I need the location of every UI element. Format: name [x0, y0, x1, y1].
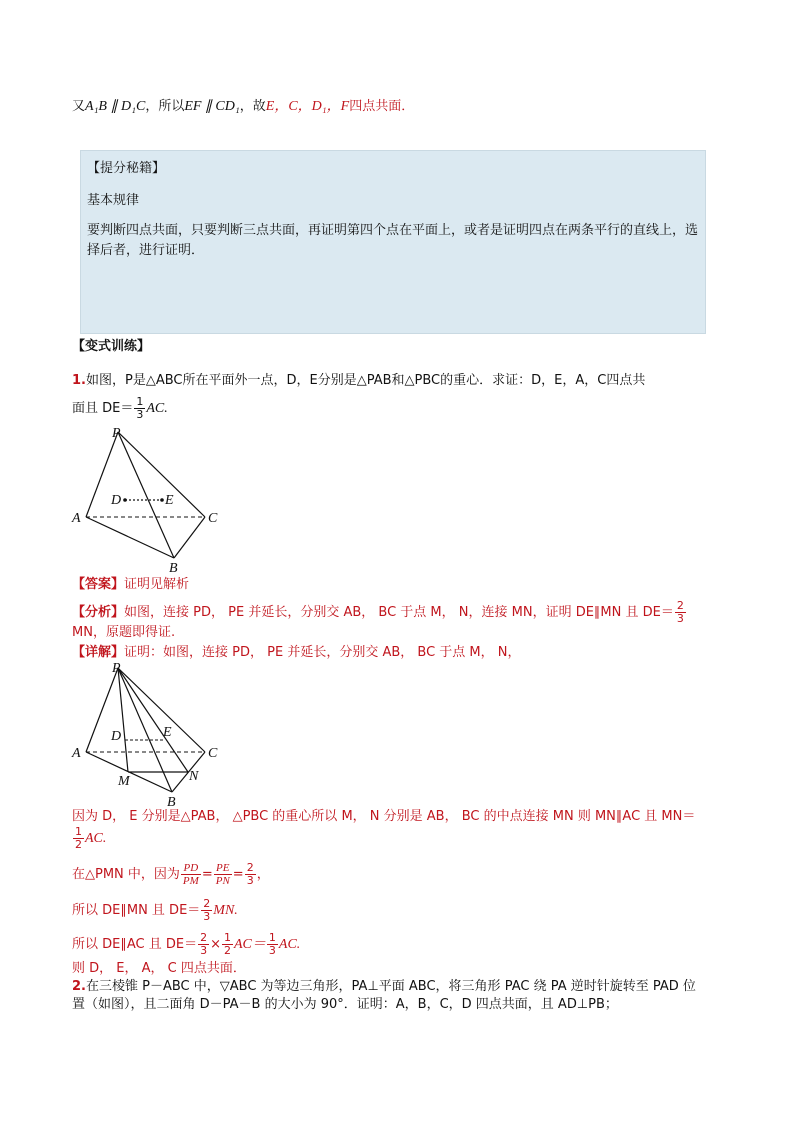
q2-text: 在三棱锥 P－ABC 中，▽ABC 为等边三角形，PA⊥平面 ABC，将三角形 PAC 绕 PA 逆时针旋转至 PAD 位 [85, 979, 696, 994]
answer-line [72, 576, 189, 594]
fig2-label-b: B [167, 795, 176, 808]
proof-l5-mid: AC＝ [234, 937, 266, 952]
q2-line1 [72, 978, 696, 996]
analysis-line2: MN，原题即得证. [72, 625, 176, 640]
fig2-label-p: P [112, 661, 121, 676]
fig2-label-d: D [111, 729, 122, 744]
proof-l3-pre: 在△PMN 中，因为 [72, 867, 180, 882]
fig2-label-m: M [118, 774, 130, 789]
proof-l5-frac2: $\frac{1}{2}$ [224, 931, 231, 957]
fig2-label-a: A [72, 746, 81, 761]
fig1-label-p: P [112, 426, 121, 441]
proof-line5 [72, 932, 300, 957]
tip-body: 要判断四点共面，只要判断三点共面，再证明第四个点在平面上，或者是证明四点在两条平行的直线上，选择后者，进行证明． [87, 223, 699, 258]
answer-text: 证明见解析 [124, 577, 190, 592]
proof-l2-fraction: $\frac{1}{2}$ [75, 825, 82, 851]
fig2-label-n: N [189, 769, 199, 784]
analysis-fraction: $\frac{2}{3}$ [676, 599, 684, 625]
proof-l3-post: ， [256, 867, 270, 882]
fig1-label-d: D [111, 493, 122, 508]
intro-sep2: ，故 [239, 99, 266, 114]
q2-number: 2. [72, 979, 86, 994]
q1-line2 [72, 396, 168, 421]
tetrahedron-figure-1 [68, 424, 238, 574]
fig2-label-e: E [163, 725, 172, 740]
fig1-label-a: A [72, 511, 81, 526]
proof-l3-frac3: $\frac{2}{3}$ [246, 861, 254, 887]
intro-sep1: ，所以 [145, 99, 185, 114]
proof-l4-pre: 所以 DE∥MN 且 DE＝ [72, 903, 201, 918]
proof-line3 [72, 862, 270, 887]
q1-line2-post: AC. [146, 401, 168, 416]
practice-header: 【变式训练】 [72, 339, 151, 354]
q1-line1 [72, 372, 645, 390]
q1-line2-pre: 面且 DE＝ [72, 401, 134, 416]
detail-tag: 【详解】 [72, 645, 125, 660]
intro-ef: EF ∥ CD₁ [184, 99, 240, 114]
proof-l3-frac1: $\frac{PD}{PM}$ [182, 862, 199, 887]
intro-post: 四点共面． [349, 99, 415, 114]
q1-number: 1. [72, 373, 86, 388]
tip-subtitle: 基本规律 [87, 193, 140, 208]
fig1-label-b: B [169, 561, 178, 574]
q2-line2: 置（如图），且二面角 D－PA－B 的大小为 90°．证明：A，B，C，D 四点共面，且 AD⊥PB； [72, 997, 618, 1012]
q1-text: 如图，P是△ABC所在平面外一点，D，E分别是△PAB和△PBC的重心．求证：D，E，A，C四点共 [85, 373, 646, 388]
proof-l4-fraction: $\frac{2}{3}$ [203, 897, 211, 923]
proof-l5-frac1: $\frac{2}{3}$ [200, 931, 208, 957]
analysis-line [72, 600, 687, 625]
proof-line4 [72, 898, 238, 923]
proof-l2-post: AC. [85, 831, 107, 846]
proof-line2 [72, 826, 106, 851]
intro-ab: A₁B ∥ D₁C [85, 99, 146, 114]
fig1-label-e: E [165, 493, 174, 508]
proof-l4-post: MN. [213, 903, 238, 918]
tip-title: 【提分秘籍】 [87, 161, 166, 176]
proof-l3-frac2: $\frac{PE}{PN}$ [215, 862, 230, 887]
tip-box [80, 150, 706, 334]
detail-text: 证明：如图，连接 PD， PE 并延长，分别交 AB， BC 于点 M， N， [124, 645, 521, 660]
analysis-text: 如图，连接 PD， PE 并延长，分别交 AB， BC 于点 M， N，连接 MN，证明 DE∥MN 且 DE＝ [124, 605, 674, 620]
intro-line [72, 98, 414, 116]
proof-l3-eq2: = [232, 867, 244, 882]
tetrahedron-figure-2 [68, 660, 238, 808]
fig1-label-c: C [208, 511, 218, 526]
proof-l5-post: AC. [278, 937, 301, 952]
proof-line6: 则 D， E， A， C 四点共面． [72, 961, 246, 976]
q1-fraction: $\frac{1}{3}$ [136, 395, 144, 421]
proof-l5-frac3: $\frac{1}{3}$ [268, 931, 276, 957]
proof-l5-pre: 所以 DE∥AC 且 DE＝ [72, 937, 198, 952]
proof-l3-eq1: = [201, 867, 213, 882]
intro-pre: 又 [72, 99, 86, 114]
proof-line1: 因为 D， E 分别是△PAB， △PBC 的重心所以 M， N 分别是 AB， BC 的中点连接 MN 则 MN∥AC 且 MN＝ [72, 809, 696, 824]
answer-tag: 【答案】 [72, 577, 125, 592]
analysis-tag: 【分析】 [72, 605, 125, 620]
fig2-label-c: C [208, 746, 218, 761]
intro-points: E，C，D₁，F [265, 99, 350, 114]
proof-l5-times: × [210, 937, 221, 952]
